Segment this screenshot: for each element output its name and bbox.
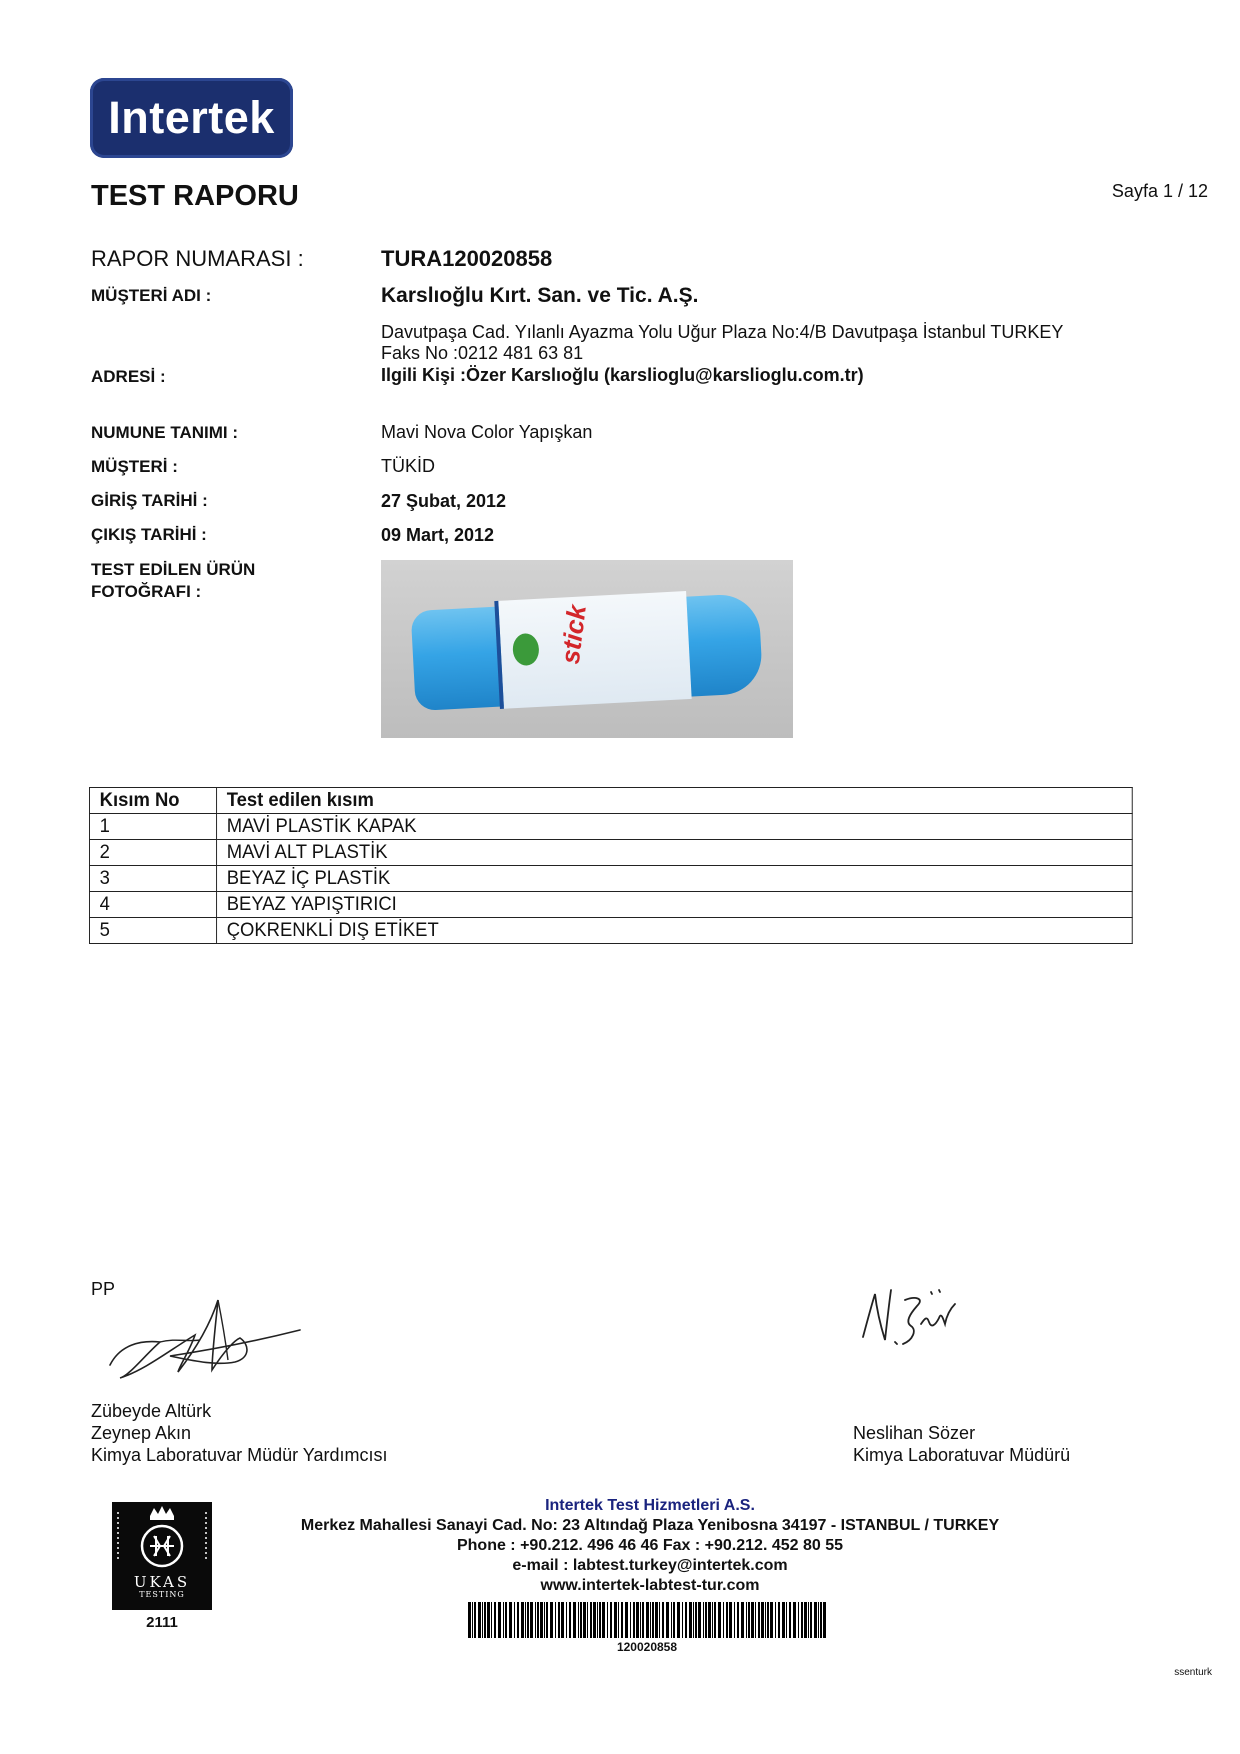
- barcode-bar: [723, 1602, 724, 1638]
- left-signature: [100, 1290, 310, 1390]
- photo-label-line-1: TEST EDİLEN ÜRÜN: [91, 560, 256, 579]
- barcode-bar: [484, 1602, 486, 1638]
- barcode-bar: [705, 1602, 707, 1638]
- barcode-bar: [491, 1602, 492, 1638]
- barcode-bar: [561, 1602, 564, 1638]
- barcode-bar: [650, 1602, 651, 1638]
- barcode-bar: [746, 1602, 747, 1638]
- report-number: TURA120020858: [381, 246, 553, 271]
- ukas-text: UKAS: [133, 1573, 191, 1591]
- barcode-bar: [765, 1602, 766, 1638]
- pp-mark: PP: [91, 1279, 116, 1299]
- barcode-bar: [689, 1602, 692, 1638]
- barcode-bar: [640, 1602, 641, 1638]
- footer-email: e-mail : labtest.turkey@intertek.com: [512, 1557, 788, 1574]
- footer-phone: Phone : +90.212. 496 46 46 Fax : +90.212. 452 80 55: [456, 1537, 844, 1554]
- barcode-bar: [748, 1602, 750, 1638]
- parts-table: [89, 787, 1133, 944]
- barcode-bar: [659, 1602, 660, 1638]
- barcode-bar: [472, 1602, 473, 1638]
- barcode: [468, 1602, 826, 1638]
- part-number: 4: [89, 892, 216, 918]
- barcode-bar: [818, 1602, 819, 1638]
- ukas-crown-emblem-icon: [112, 1502, 212, 1570]
- intertek-logo: [90, 78, 293, 158]
- barcode-bar: [498, 1602, 501, 1638]
- barcode-bar: [808, 1602, 809, 1638]
- footer-web: www.intertek-labtest-tur.com: [540, 1577, 760, 1594]
- barcode-bar: [714, 1602, 716, 1638]
- barcode-bar: [770, 1602, 773, 1638]
- barcode-bar: [652, 1602, 654, 1638]
- barcode-bar: [786, 1602, 787, 1638]
- logo-text: Intertek: [108, 92, 275, 143]
- barcode-bar: [569, 1602, 571, 1638]
- customer-name: Karslıoğlu Kırt. San. ve Tic. A.Ş.: [381, 284, 699, 307]
- barcode-bar: [814, 1602, 817, 1638]
- barcode-bar: [741, 1602, 744, 1638]
- glue-stick-label: [494, 591, 691, 709]
- page-number: Sayfa 1 / 12: [1111, 181, 1208, 201]
- barcode-bar: [798, 1602, 799, 1638]
- barcode-bar: [767, 1602, 769, 1638]
- barcode-bar: [558, 1602, 560, 1638]
- barcode-bar: [527, 1602, 529, 1638]
- document-title: TEST RAPORU: [91, 180, 299, 212]
- barcode-bar: [482, 1602, 483, 1638]
- barcode-bar: [487, 1602, 490, 1638]
- ukas-sub: TESTING: [139, 1590, 185, 1599]
- address-line-3: Ilgili Kişi :Özer Karslıoğlu (karslioglu@karslioglu.com.tr): [381, 365, 864, 385]
- barcode-bar: [793, 1602, 796, 1638]
- left-signer-name-2: Zeynep Akın: [91, 1423, 192, 1443]
- part-number: 1: [89, 814, 216, 840]
- barcode-bar: [782, 1602, 785, 1638]
- client-value: TÜKİD: [381, 456, 435, 476]
- barcode-bar: [535, 1602, 536, 1638]
- barcode-bar: [521, 1602, 524, 1638]
- barcode-bar: [712, 1602, 713, 1638]
- header-tested-part: Test edilen kısım: [217, 788, 1133, 814]
- address-line-1: Davutpaşa Cad. Yılanlı Ayazma Yolu Uğur Plaza No:4/B Davutpaşa İstanbul TURKEY: [381, 322, 1064, 342]
- barcode-bar: [597, 1602, 598, 1638]
- barcode-bar: [578, 1602, 579, 1638]
- barcode-bar: [729, 1602, 732, 1638]
- barcode-bar: [474, 1602, 476, 1638]
- part-name: MAVİ ALT PLASTİK: [217, 840, 1133, 866]
- part-number: 3: [89, 866, 216, 892]
- barcode-bar: [642, 1602, 644, 1638]
- table-header-row: [89, 788, 1132, 814]
- barcode-bar: [789, 1602, 791, 1638]
- barcode-bar: [751, 1602, 754, 1638]
- barcode-bar: [587, 1602, 588, 1638]
- barcode-bar: [540, 1602, 543, 1638]
- barcode-bar: [804, 1602, 807, 1638]
- barcode-bar: [537, 1602, 539, 1638]
- barcode-bar: [566, 1602, 567, 1638]
- barcode-bar: [599, 1602, 601, 1638]
- barcode-bar: [505, 1602, 507, 1638]
- table-row: [89, 892, 1132, 918]
- barcode-bar: [630, 1602, 631, 1638]
- barcode-bar: [823, 1602, 826, 1638]
- part-name: ÇOKRENKLİ DIŞ ETİKET: [217, 918, 1133, 944]
- footer-address: Merkez Mahallesi Sanayi Cad. No: 23 Altındağ Plaza Yenibosna 34197 - ISTANBUL / TURKEY: [300, 1517, 1000, 1534]
- barcode-bar: [517, 1602, 519, 1638]
- barcode-bar: [801, 1602, 803, 1638]
- ukas-number: 2111: [146, 1614, 178, 1631]
- right-signature: [855, 1282, 965, 1354]
- header-part-no: Kısım No: [89, 788, 216, 814]
- address-label: ADRESİ :: [91, 367, 166, 386]
- barcode-bar: [546, 1602, 548, 1638]
- exit-date-label: ÇIKIŞ TARİHİ :: [91, 525, 207, 544]
- barcode-bar: [550, 1602, 553, 1638]
- barcode-bar: [625, 1602, 628, 1638]
- table-row: [89, 814, 1132, 840]
- barcode-bar: [677, 1602, 680, 1638]
- barcode-bar: [685, 1602, 687, 1638]
- ukas-accreditation-mark: [112, 1502, 212, 1610]
- barcode-bar: [758, 1602, 760, 1638]
- barcode-bar: [607, 1602, 608, 1638]
- barcode-bar: [673, 1602, 675, 1638]
- address-line-2: Faks No :0212 481 63 81: [381, 343, 584, 363]
- part-number: 2: [89, 840, 216, 866]
- barcode-bar: [636, 1602, 639, 1638]
- right-signer-title: Kimya Laboratuvar Müdürü: [853, 1445, 1071, 1465]
- part-name: BEYAZ YAPIŞTIRICI: [217, 892, 1133, 918]
- operator-code: ssenturk: [1174, 1667, 1212, 1678]
- barcode-bar: [755, 1602, 756, 1638]
- barcode-bar: [775, 1602, 776, 1638]
- customer-name-label: MÜŞTERİ ADI :: [91, 286, 212, 305]
- barcode-bar: [544, 1602, 545, 1638]
- barcode-bar: [693, 1602, 694, 1638]
- barcode-bar: [726, 1602, 728, 1638]
- table-row: [89, 840, 1132, 866]
- barcode-bar: [708, 1602, 711, 1638]
- barcode-bar: [621, 1602, 623, 1638]
- barcode-bar: [530, 1602, 533, 1638]
- entry-date-label: GİRİŞ TARİHİ :: [91, 491, 208, 510]
- barcode-bar: [703, 1602, 704, 1638]
- barcode-bar: [655, 1602, 658, 1638]
- client-label: MÜŞTERİ :: [91, 457, 178, 476]
- barcode-bar: [555, 1602, 556, 1638]
- barcode-bar: [646, 1602, 649, 1638]
- barcode-bar: [478, 1602, 481, 1638]
- barcode-bar: [468, 1602, 471, 1638]
- barcode-bar: [761, 1602, 764, 1638]
- barcode-bar: [737, 1602, 739, 1638]
- barcode-bar: [494, 1602, 496, 1638]
- table-row: [89, 918, 1132, 944]
- barcode-bar: [778, 1602, 780, 1638]
- barcode-bar: [662, 1602, 664, 1638]
- barcode-bar: [682, 1602, 683, 1638]
- barcode-bar: [614, 1602, 617, 1638]
- barcode-bar: [573, 1602, 576, 1638]
- footer-company: Intertek Test Hizmetleri A.S.: [545, 1497, 755, 1514]
- sample-value: Mavi Nova Color Yapışkan: [381, 422, 593, 442]
- product-photo: [381, 560, 793, 738]
- exit-date: 09 Mart, 2012: [381, 525, 495, 545]
- left-signer-title: Kimya Laboratuvar Müdür Yardımcısı: [91, 1445, 388, 1465]
- barcode-bar: [602, 1602, 605, 1638]
- stick-brand-text: stick: [554, 603, 592, 666]
- barcode-number: 120020858: [616, 1640, 678, 1654]
- barcode-bar: [618, 1602, 619, 1638]
- report-number-label: RAPOR NUMARASI :: [91, 246, 304, 271]
- part-name: MAVİ PLASTİK KAPAK: [217, 814, 1133, 840]
- barcode-bar: [503, 1602, 504, 1638]
- part-number: 5: [89, 918, 216, 944]
- frog-mascot-icon: [512, 633, 540, 666]
- barcode-bar: [734, 1602, 735, 1638]
- table-row: [89, 866, 1132, 892]
- barcode-bar: [666, 1602, 669, 1638]
- barcode-bar: [610, 1602, 612, 1638]
- sample-label: NUMUNE TANIMI :: [91, 423, 238, 442]
- barcode-bar: [583, 1602, 586, 1638]
- barcode-bar: [580, 1602, 582, 1638]
- part-name: BEYAZ İÇ PLASTİK: [217, 866, 1133, 892]
- barcode-bar: [718, 1602, 721, 1638]
- entry-date: 27 Şubat, 2012: [381, 491, 507, 511]
- barcode-bar: [820, 1602, 822, 1638]
- left-signer-name-1: Zübeyde Altürk: [91, 1401, 212, 1421]
- barcode-bar: [698, 1602, 701, 1638]
- right-signer-name: Neslihan Sözer: [853, 1423, 976, 1443]
- barcode-bar: [590, 1602, 592, 1638]
- barcode-bar: [633, 1602, 635, 1638]
- barcode-bar: [593, 1602, 596, 1638]
- barcode-bar: [810, 1602, 812, 1638]
- photo-label-line-2: FOTOĞRAFI :: [91, 582, 202, 601]
- barcode-bar: [671, 1602, 672, 1638]
- barcode-bar: [514, 1602, 515, 1638]
- barcode-bar: [525, 1602, 526, 1638]
- barcode-bar: [509, 1602, 512, 1638]
- barcode-bar: [695, 1602, 697, 1638]
